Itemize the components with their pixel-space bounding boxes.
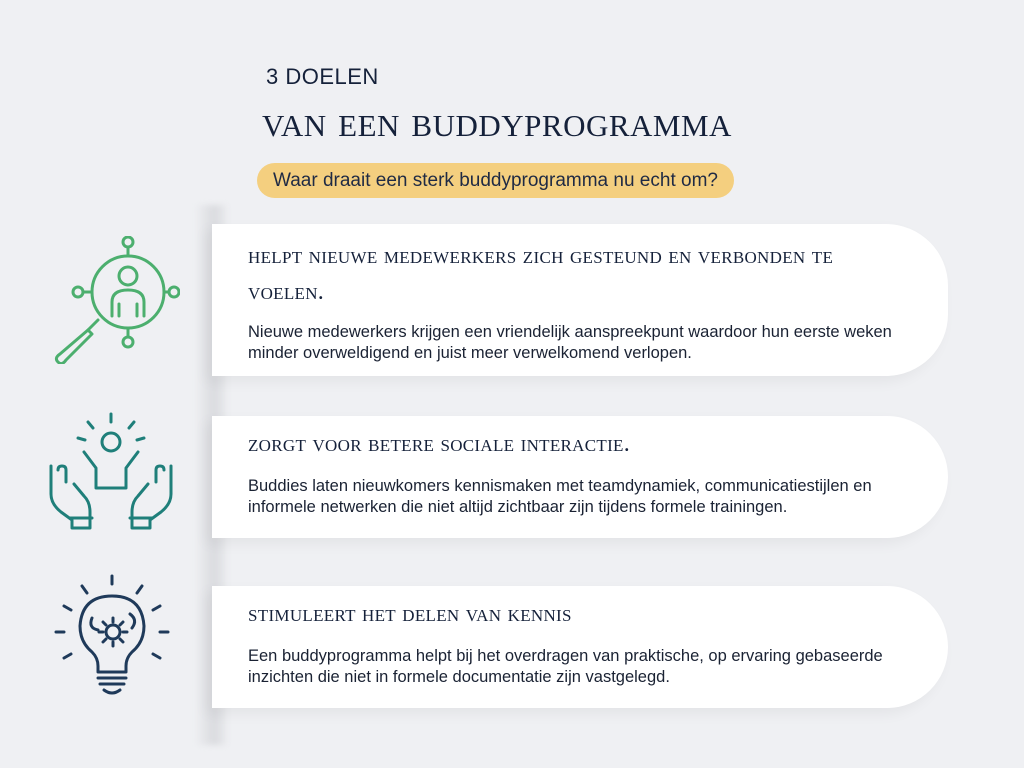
goal-title: stimuleert het delen van kennis — [248, 601, 572, 627]
goal-title: zorgt voor betere sociale interactie. — [248, 431, 631, 457]
lightbulb-brain-gear-icon — [52, 574, 172, 698]
kicker-text: 3 DOELEN — [266, 64, 379, 89]
hands-supporting-person-icon — [48, 412, 174, 536]
goal-body: Nieuwe medewerkers krijgen een vriendelijk aanspreekpunt waardoor hun eerste weken minder overweldigend en juist meer verwelkomend verlopen. — [248, 323, 892, 362]
goal-card-1 — [212, 224, 948, 376]
page-title: van een buddyprogramma — [262, 97, 732, 146]
subtitle-pill: Waar draait een sterk buddyprogramma nu echt om? — [257, 163, 734, 198]
goal-body: Een buddyprogramma helpt bij het overdragen van praktische, op ervaring gebaseerde inzichten die niet in formele documentatie zijn vastgelegd. — [248, 647, 883, 686]
magnifier-person-icon — [48, 236, 180, 364]
goal-card-2 — [212, 416, 948, 538]
goal-title: helpt nieuwe medewerkers zich gesteund en verbonden te voelen. — [248, 243, 834, 305]
goal-body: Buddies laten nieuwkomers kennismaken met teamdynamiek, communicatiestijlen en informele netwerken die niet altijd zichtbaar zijn tijdens formele trainingen. — [248, 477, 872, 516]
goal-card-3 — [212, 586, 948, 708]
